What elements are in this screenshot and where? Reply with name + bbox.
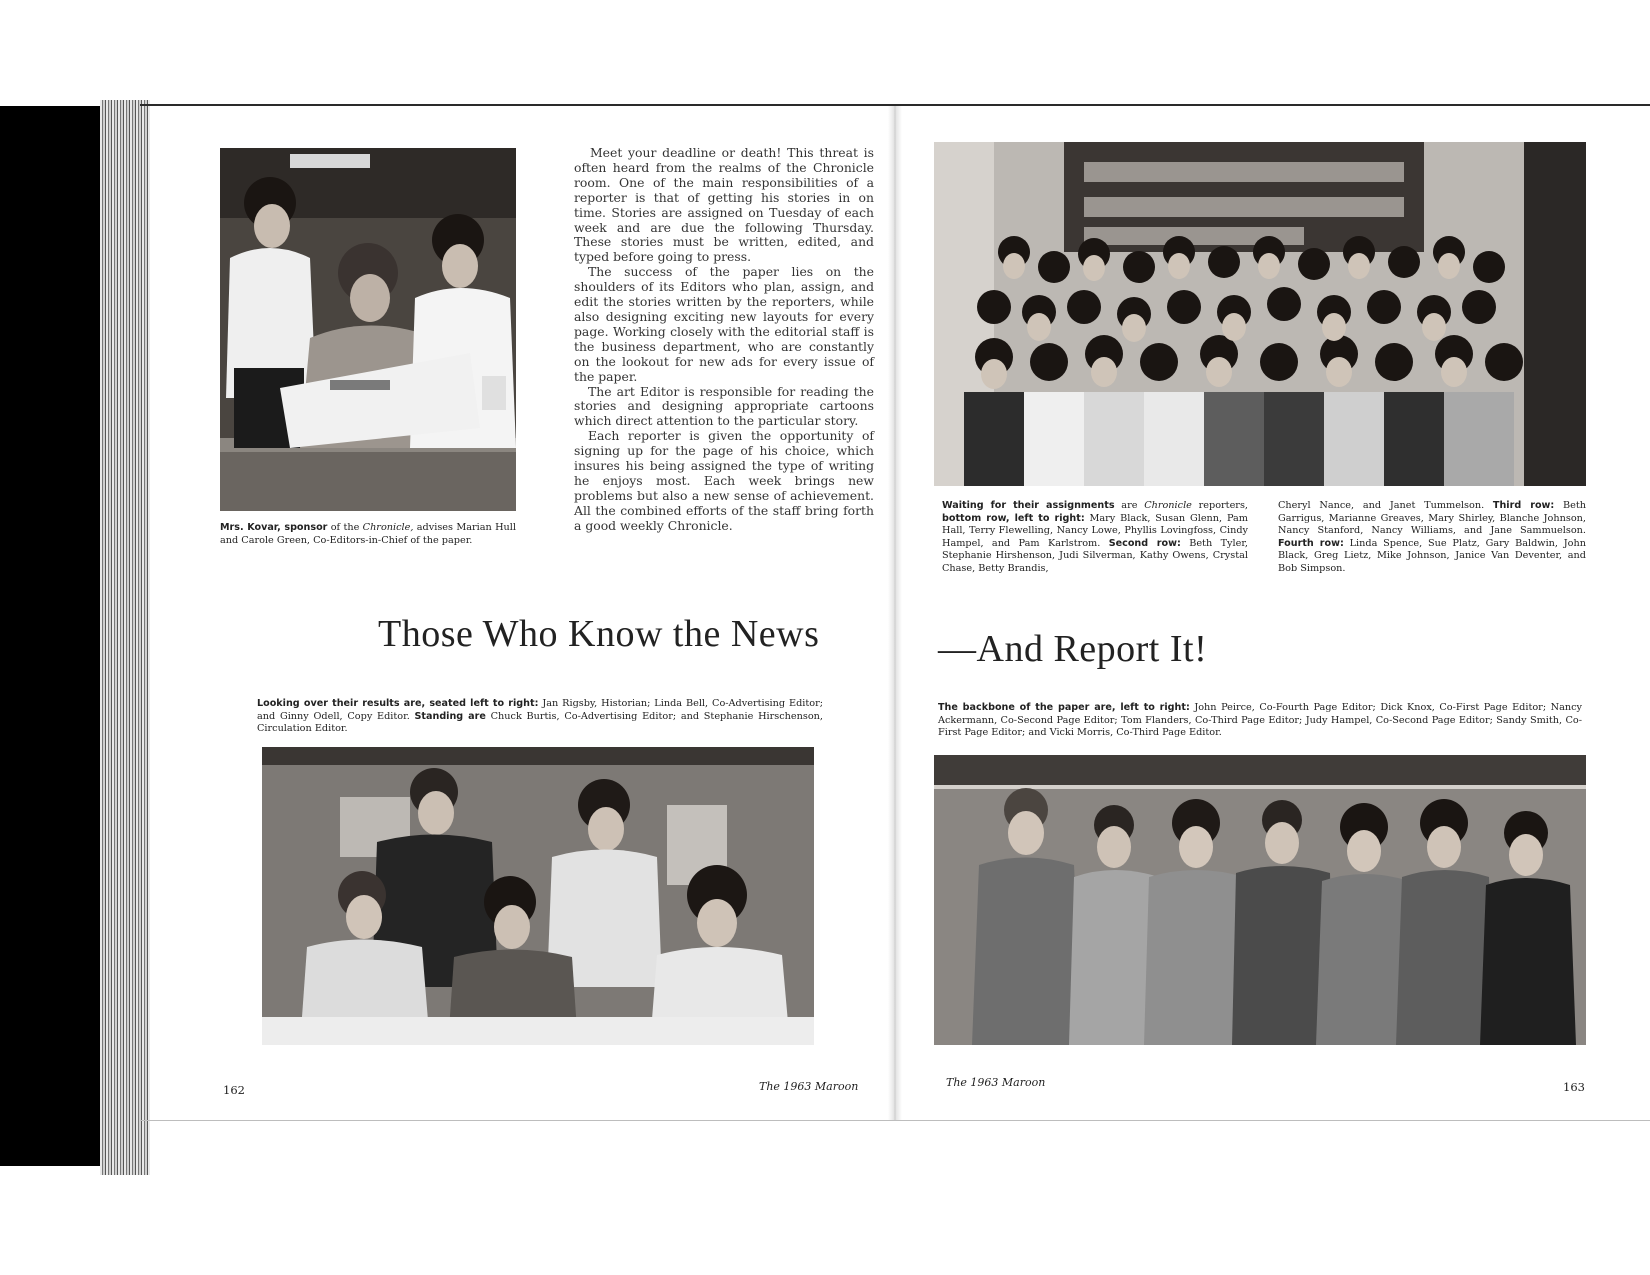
article-body xyxy=(574,146,874,534)
caption-reporters-text-a: are xyxy=(1114,500,1145,511)
article-paragraph: The success of the paper lies on the shoulders of its Editors who plan, assign, and edit the stories written by the reporters, while also designing exciting new layouts for every page. Working closely with the editorial staff is the business department, who are constantly on the lookout for new ads for every issue of the paper. xyxy=(574,264,874,384)
caption-reporters2-text-a: Cheryl Nance, and Janet Tummelson. xyxy=(1278,500,1493,511)
book-page-edges xyxy=(100,100,150,1175)
caption-reporters-bold-a: Waiting for their assignments xyxy=(942,500,1115,511)
caption-business-text-a: Jan Rigsby, Historian; Linda Bell, Co-Advertising Editor; and Ginny Odell, Copy Editor. xyxy=(257,698,823,722)
caption-reporters-bold-b: bottom row, left to right: xyxy=(942,512,1085,524)
photo-page-editors xyxy=(934,755,1586,1045)
caption-sponsor-text-b: advises Marian Hull and Carole Green, Co-Editors-in-Chief of the paper. xyxy=(220,522,516,546)
article-paragraph: The art Editor is responsible for reading the stories and designing appropriate cartoons which direct attention to the particular story. xyxy=(574,383,874,429)
caption-business-bold-b: Standing are xyxy=(414,710,486,722)
running-title-left: The 1963 Maroon xyxy=(759,1080,859,1093)
caption-sponsor-text-a: of the xyxy=(327,522,363,533)
caption-reporters-text-b: reporters, xyxy=(1191,500,1248,511)
caption-sponsor-italic: Chronicle, xyxy=(362,522,414,533)
book-gutter xyxy=(888,106,902,1120)
photo-business-staff-image xyxy=(262,747,814,1045)
photo-reporters xyxy=(934,142,1586,486)
caption-reporters2-text-c: Linda Spence, Sue Platz, Gary Baldwin, John Black, Greg Lietz, Mike Johnson, Janice Van Deventer, and Bob Simpson. xyxy=(1278,537,1586,575)
caption-reporters2-bold-a: Third row: xyxy=(1492,500,1555,511)
headline-left: Those Who Know the News xyxy=(378,613,820,655)
caption-editors-bold: The backbone of the paper are, left to right: xyxy=(938,702,1190,713)
photo-reporters-image xyxy=(934,142,1586,486)
photo-sponsor-editors-image xyxy=(220,148,516,511)
caption-editors-text: John Peirce, Co-Fourth Page Editor; Dick Knox, Co-First Page Editor; Nancy Ackermann, Co-Second Page Editor; Tom Flanders, Co-Third Page Editor; Judy Hampel, Co-Second Page Editor; Sandy Smith, Co-First Page Editor; and Vicki Morris, Co-Third Page Editor. xyxy=(938,702,1583,739)
caption-reporters-text-c: Mary Black, Susan Glenn, Pam Hall, Terry Flewelling, Nancy Lowe, Phyllis Lovingfoss, Cindy Hampel, and Pam Karlstrom. xyxy=(942,512,1248,549)
caption-reporters-col1 xyxy=(942,500,1248,576)
headline-right: —And Report It! xyxy=(938,628,1208,670)
caption-reporters-bold-c: Second row: xyxy=(1108,537,1181,549)
running-title-right: The 1963 Maroon xyxy=(946,1076,1046,1089)
caption-sponsor xyxy=(220,522,516,547)
page-number-right: 163 xyxy=(1563,1080,1585,1094)
caption-business-staff xyxy=(257,698,823,736)
photo-sponsor-editors xyxy=(220,148,516,511)
caption-reporters2-text-b: Beth Garrigus, Marianne Greaves, Mary Shirley, Blanche Johnson, Nancy Stanford, Nancy Williams, and Jane Sammuelson. xyxy=(1278,500,1586,537)
caption-reporters-italic: Chronicle xyxy=(1144,500,1192,511)
caption-business-bold-a: Looking over their results are, seated left to right: xyxy=(257,698,539,709)
caption-sponsor-bold: Mrs. Kovar, sponsor xyxy=(220,522,328,533)
photo-business-staff xyxy=(262,747,814,1045)
article-paragraph: Meet your deadline or death! This threat is often heard from the realms of the Chronicle room. One of the main responsibilities of a reporter is that of getting his stories in on time. Stories are assigned on Tuesday of each week and are due the following Thursday. These stories must be written, edited, and typed before going to press. xyxy=(574,145,874,265)
caption-reporters-col2 xyxy=(1278,500,1586,576)
page-number-left: 162 xyxy=(223,1083,245,1097)
photo-page-editors-image xyxy=(934,755,1586,1045)
caption-reporters-text-d: Beth Tyler, Stephanie Hirshenson, Judi Silverman, Kathy Owens, Crystal Chase, Betty Brandis, xyxy=(942,537,1248,575)
caption-page-editors xyxy=(938,702,1582,740)
page-bottom-edge xyxy=(140,1120,1650,1121)
caption-business-text-b: Chuck Burtis, Co-Advertising Editor; and Stephanie Hirschenson, Circulation Editor. xyxy=(257,710,823,735)
caption-reporters2-bold-b: Fourth row: xyxy=(1278,537,1344,549)
article-paragraph: Each reporter is given the opportunity of signing up for the page of his choice, which insures his being assigned the type of writing he enjoys most. Each week brings new problems but also a new sense of achievement. All the combined efforts of the staff bring forth a good weekly Chronicle. xyxy=(574,428,874,533)
